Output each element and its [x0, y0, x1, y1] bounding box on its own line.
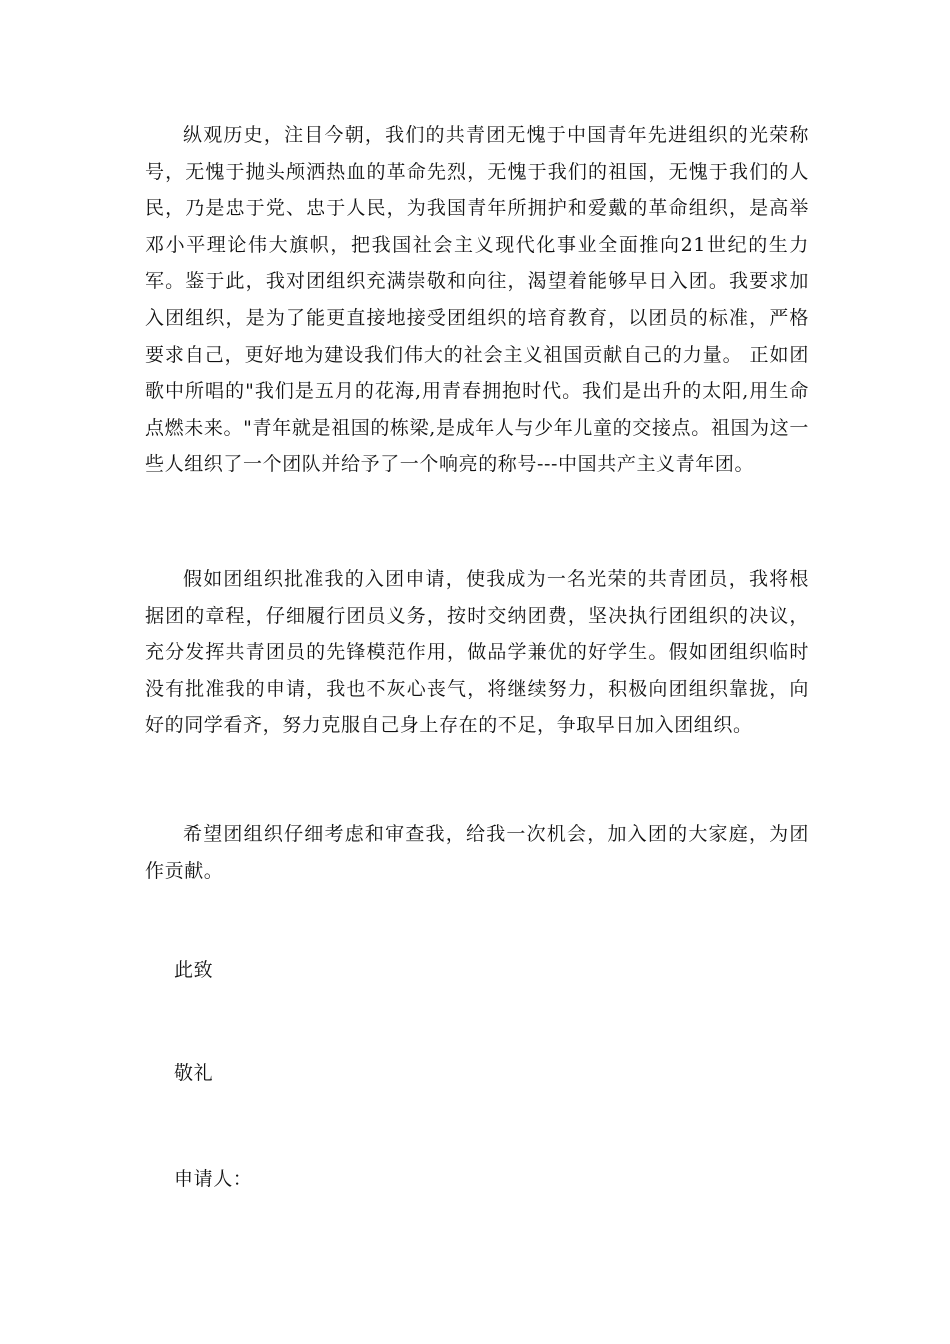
closing-line: 此致 — [174, 959, 214, 981]
paragraph-hope: 希望团组织仔细考虑和审查我，给我一次机会，加入团的大家庭，为团作贡献。 — [145, 823, 809, 882]
paragraph-pledge: 假如团组织批准我的入团申请，使我成为一名光荣的共青团员，我将根据团的章程，仔细履行团员义务，按时交纳团费，坚决执行团组织的决议，充分发挥共青团员的先锋模范作用，做品学兼优的好学生。假如团组织临时没有批准我的申请，我也不灰心丧气，将继续努力，积极向团组织靠拢，向好的同学看齐，努力克服自己身上存在的不足，争取早日加入团组织。 — [145, 568, 809, 737]
applicant-label: 申请人： — [174, 1168, 253, 1190]
paragraph-history: 纵观历史，注目今朝，我们的共青团无愧于中国青年先进组织的光荣称号，无愧于抛头颅洒热血的革命先烈，无愧于我们的祖国，无愧于我们的人民，乃是忠于党、忠于人民，为我国青年所拥护和爱戴的革命组织，是高举邓小平理论伟大旗帜，把我国社会主义现代化事业全面推向21世纪的生力军。鉴于此，我对团组织充满崇敬和向往，渴望着能够早日入团。我要求加入团组织，是为了能更直接地接受团组织的培育教育，以团员的标准，严格要求自己，更好地为建设我们伟大的社会主义祖国贡献自己的力量。 正如团歌中所唱的"我们是五月的花海,用青春拥抱时代。我们是出升的太阳,用生命点燃未来。"青年就是祖国的栋梁,是成年人与少年儿童的交接点。祖国为这一些人组织了一个团队并给予了一个响亮的称号---中国共产主义青年团。 — [145, 124, 809, 476]
salutation-line: 敬礼 — [174, 1062, 214, 1084]
